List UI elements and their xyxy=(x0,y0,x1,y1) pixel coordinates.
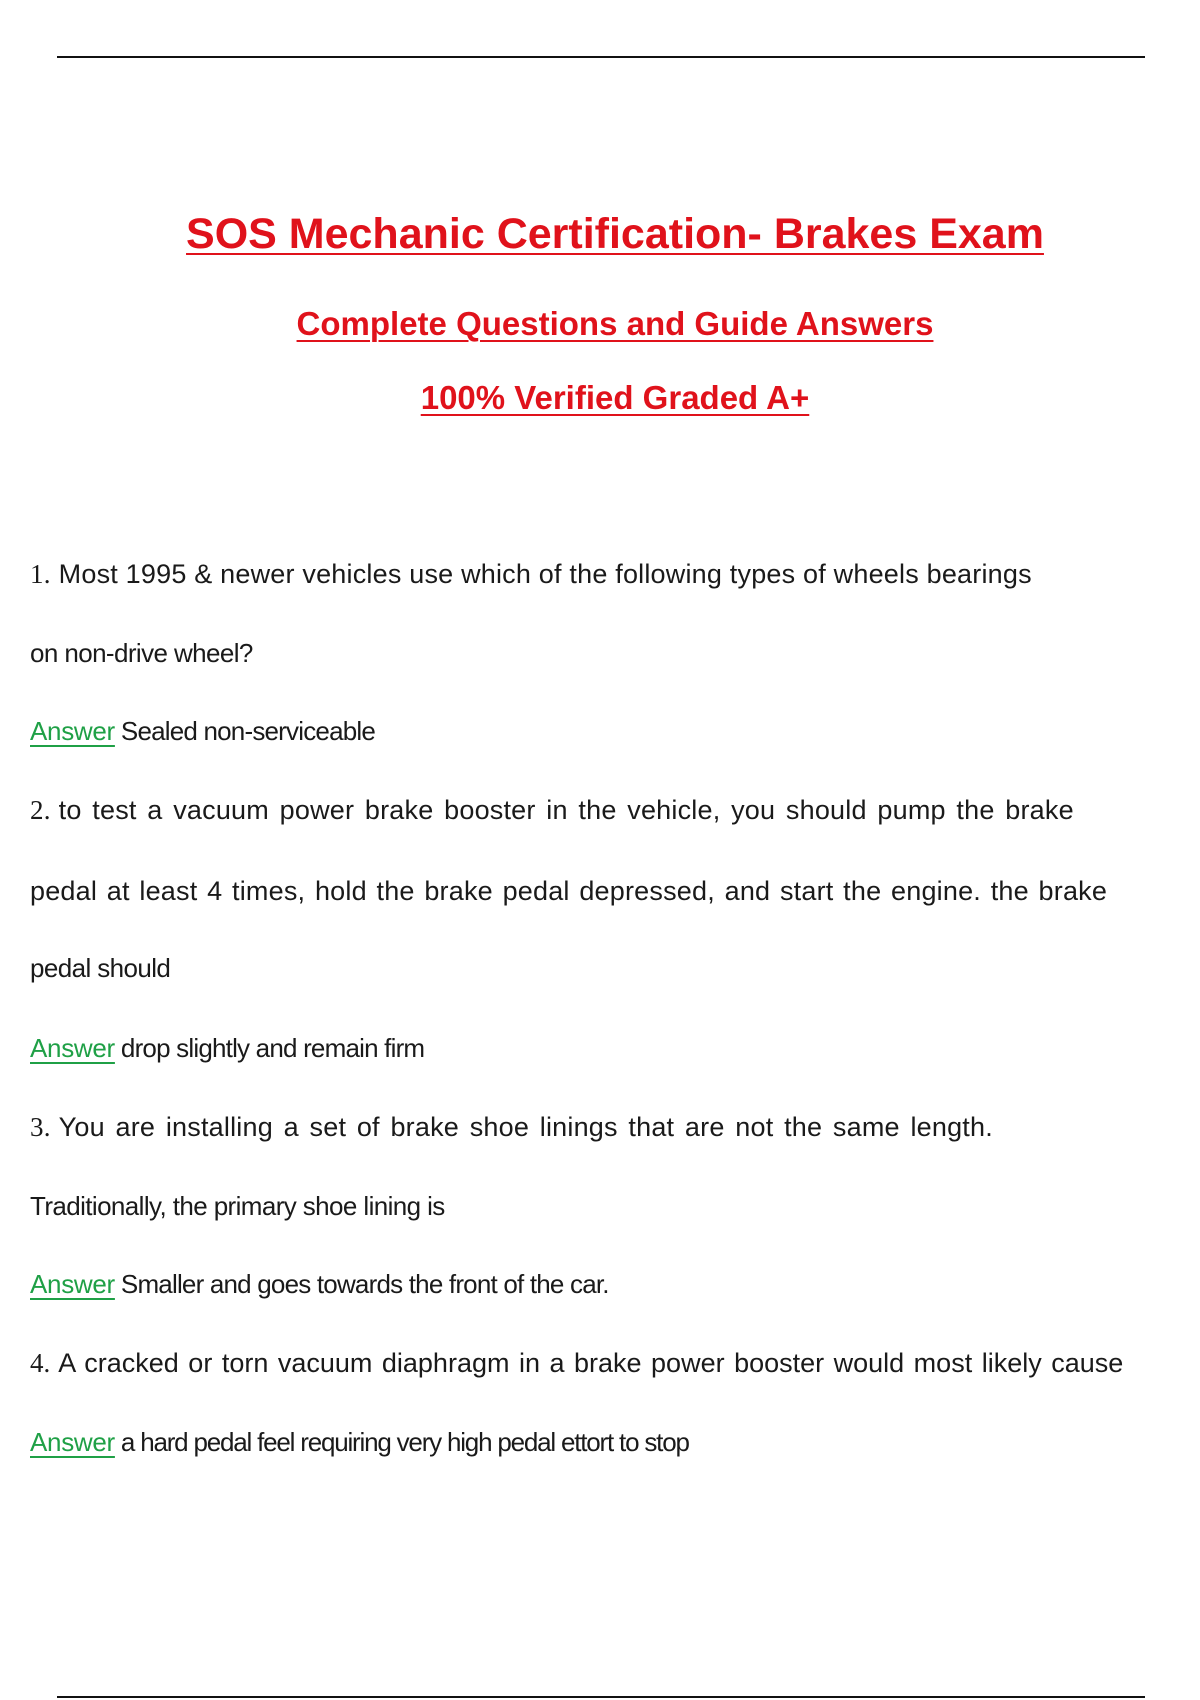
answer-4: Answer a hard pedal feel requiring very high pedal ettort to stop xyxy=(30,1427,689,1457)
answer-label: Answer xyxy=(30,1269,115,1299)
document-subtitle: Complete Questions and Guide Answers xyxy=(296,305,934,342)
bottom-rule xyxy=(57,1696,1145,1698)
answer-label: Answer xyxy=(30,716,115,746)
question-2-line-1: 2. to test a vacuum power brake booster in the vehicle, you should pump the brake xyxy=(30,795,1074,825)
question-1-line-2: on non-drive wheel? xyxy=(30,638,253,668)
answer-label: Answer xyxy=(30,1427,115,1457)
question-2-line-2: pedal at least 4 times, hold the brake pedal depressed, and start the engine. the brake xyxy=(30,876,1108,906)
question-1-line-1: 1. Most 1995 & newer vehicles use which of the following types of wheels bearings xyxy=(30,559,1032,589)
answer-2: Answer drop slightly and remain firm xyxy=(30,1033,425,1063)
document-title: SOS Mechanic Certification- Brakes Exam xyxy=(186,210,1044,258)
question-2-line-3: pedal should xyxy=(30,953,171,983)
answer-label: Answer xyxy=(30,1033,115,1063)
question-3-line-1: 3. You are installing a set of brake shoe linings that are not the same length. xyxy=(30,1112,993,1142)
answer-3: Answer Smaller and goes towards the front of the car. xyxy=(30,1269,609,1299)
document-grade: 100% Verified Graded A+ xyxy=(420,379,810,416)
answer-1: Answer Sealed non-serviceable xyxy=(30,716,376,746)
top-rule xyxy=(57,56,1145,58)
question-4-line-1: 4. A cracked or torn vacuum diaphragm in a brake power booster would most likely cause xyxy=(30,1348,1124,1378)
question-3-line-2: Traditionally, the primary shoe lining is xyxy=(30,1191,445,1221)
